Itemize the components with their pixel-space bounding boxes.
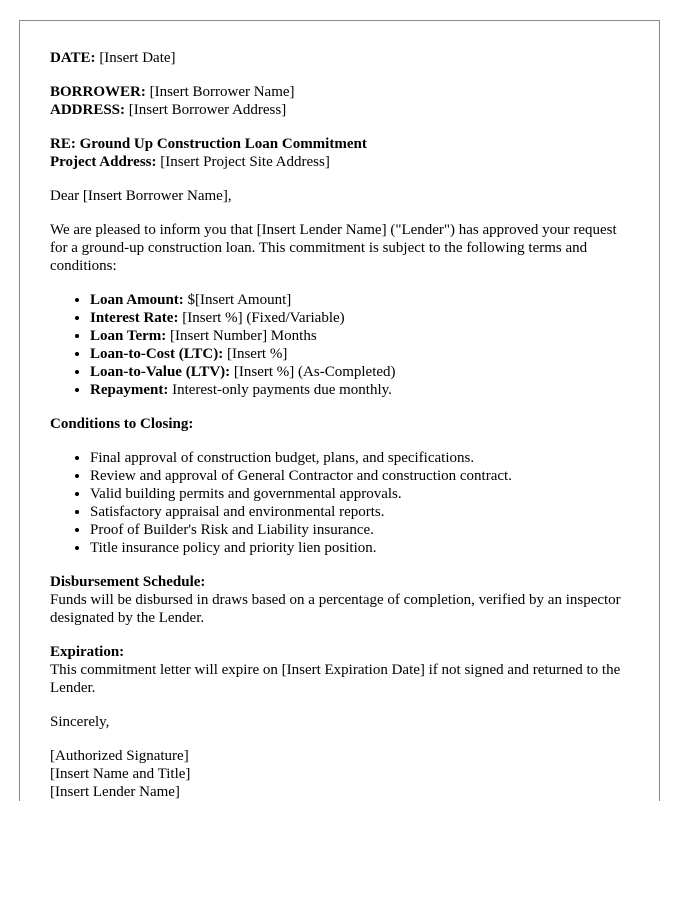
term-value: $[Insert Amount]	[183, 292, 292, 308]
project-address-value: [Insert Project Site Address]	[156, 154, 330, 170]
disbursement-text: Funds will be disbursed in draws based on a percentage of completion, verified by an inspector designated by the Lender.	[50, 592, 621, 626]
term-item	[90, 363, 629, 381]
intro-paragraph: We are pleased to inform you that [Insert Lender Name] ("Lender") has approved your request for a ground-up construction loan. This commitment is subject to the following terms and conditions:	[50, 222, 617, 274]
term-value: [Insert %]	[223, 346, 288, 362]
term-item	[90, 309, 629, 327]
signature-line: [Authorized Signature]	[50, 748, 189, 764]
date-label: DATE:	[50, 50, 96, 66]
term-item	[90, 327, 629, 345]
date-line	[50, 49, 629, 67]
project-address-label: Project Address:	[50, 154, 157, 170]
address-line	[50, 101, 629, 119]
expiration-section	[50, 643, 629, 697]
term-label: Loan Term:	[90, 328, 167, 344]
signer-name-title: [Insert Name and Title]	[50, 766, 191, 782]
conditions-heading: Conditions to Closing:	[50, 416, 194, 432]
term-label: Loan Amount:	[90, 292, 184, 308]
term-value: Interest-only payments due monthly.	[168, 382, 392, 398]
disbursement-heading: Disbursement Schedule:	[50, 574, 206, 590]
term-label: Loan-to-Cost (LTC):	[90, 346, 224, 362]
date-value: [Insert Date]	[95, 50, 176, 66]
condition-item: • Title insurance policy and priority lien position.	[90, 539, 629, 557]
condition-item: • Satisfactory appraisal and environmental reports.	[90, 503, 629, 521]
condition-item: • Valid building permits and governmental approvals.	[90, 485, 629, 503]
term-value: [Insert %] (As-Completed)	[230, 364, 396, 380]
term-item	[90, 345, 629, 363]
salutation: Dear [Insert Borrower Name],	[50, 188, 232, 204]
re-line: RE: Ground Up Construction Loan Commitment	[50, 136, 367, 152]
expiration-text: This commitment letter will expire on [Insert Expiration Date] if not signed and returned to the Lender.	[50, 662, 621, 696]
project-address-line	[50, 153, 629, 171]
borrower-value: [Insert Borrower Name]	[145, 84, 295, 100]
terms-list	[50, 291, 629, 399]
term-label: Loan-to-Value (LTV):	[90, 364, 231, 380]
subject-block	[50, 135, 629, 171]
condition-item: • Proof of Builder's Risk and Liability insurance.	[90, 521, 629, 539]
expiration-heading: Expiration:	[50, 644, 125, 660]
borrower-label: BORROWER:	[50, 84, 146, 100]
term-label: Interest Rate:	[90, 310, 179, 326]
condition-item: • Review and approval of General Contractor and construction contract.	[90, 467, 629, 485]
term-item	[90, 381, 629, 399]
term-value: [Insert %] (Fixed/Variable)	[178, 310, 345, 326]
term-label: Repayment:	[90, 382, 169, 398]
conditions-list	[50, 449, 629, 557]
borrower-block	[50, 83, 629, 119]
closing-line: Sincerely,	[50, 714, 110, 730]
condition-item: • Final approval of construction budget, plans, and specifications.	[90, 449, 629, 467]
lender-name-line: [Insert Lender Name]	[50, 784, 180, 800]
borrower-line	[50, 83, 629, 101]
address-label: ADDRESS:	[50, 102, 126, 118]
term-item	[90, 291, 629, 309]
signature-block	[50, 747, 629, 801]
term-value: [Insert Number] Months	[166, 328, 317, 344]
address-value: [Insert Borrower Address]	[125, 102, 287, 118]
letter-page	[19, 20, 660, 801]
disbursement-section	[50, 573, 629, 627]
